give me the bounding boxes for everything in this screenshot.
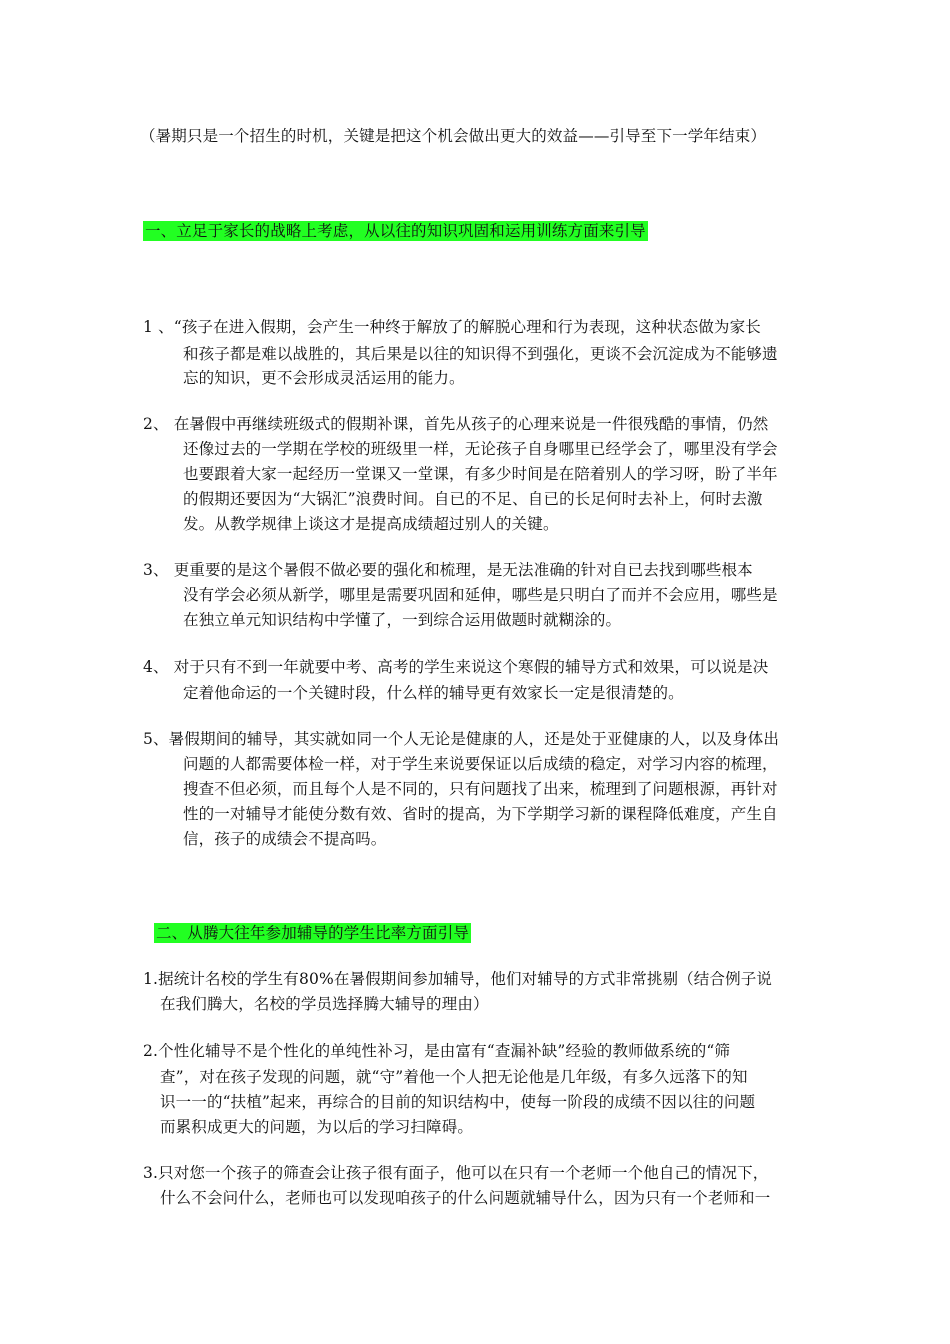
s2-item1-line1: 1.据统计名校的学生有80%在暑假期间参加辅导，他们对辅导的方式非常挑剔（结合例子说 <box>143 970 773 988</box>
s1-item3-line3: 在独立单元知识结构中学懂了，一到综合运用做题时就糊涂的。 <box>183 611 622 629</box>
s1-item5-line4: 性的一对辅导才能使分数有效、省时的提高，为下学期学习新的课程降低难度，产生自 <box>183 805 778 823</box>
section1-heading-text: 一、立足于家长的战略上考虑，从以往的知识巩固和运用训练方面来引导 <box>145 222 646 240</box>
s2-item1-line2: 在我们腾大，名校的学员选择腾大辅导的理由） <box>160 995 489 1013</box>
s1-item2-line5: 发。从教学规律上谈这才是提高成绩超过别人的关键。 <box>183 515 559 533</box>
s1-item1-line2: 和孩子都是难以战胜的，其后果是以往的知识得不到强化，更谈不会沉淀成为不能够遗 <box>183 345 778 363</box>
s2-item2-line2: 查”，对在孩子发现的问题，就“守”着他一个人把无论他是几年级，有多久远落下的知 <box>160 1068 748 1086</box>
s2-item3-line2: 什么不会问什么，老师也可以发现咱孩子的什么问题就辅导什么，因为只有一个老师和一 <box>160 1189 771 1207</box>
s1-item2-line2: 还像过去的一学期在学校的班级里一样，无论孩子自身哪里已经学会了，哪里没有学会 <box>183 440 778 458</box>
s1-item3-line2: 没有学会必须从新学，哪里是需要巩固和延伸，哪些是只明白了而并不会应用，哪些是 <box>183 586 778 604</box>
s2-item3-line1: 3.只对您一个孩子的筛查会让孩子很有面子，他可以在只有一个老师一个他自己的情况下， <box>143 1164 769 1182</box>
section2-heading-text: 二、从腾大往年参加辅导的学生比率方面引导 <box>156 924 470 942</box>
s1-item5-line1: 5、暑假期间的辅导，其实就如同一个人无论是健康的人，还是处于亚健康的人，以及身体出 <box>143 730 780 748</box>
s2-item2-line3: 识一一的“扶植”起来，再综合的目前的知识结构中，使每一阶段的成绩不因以往的问题 <box>160 1093 756 1111</box>
intro-note: （暑期只是一个招生的时机，关键是把这个机会做出更大的效益——引导至下一学年结束） <box>140 127 767 145</box>
s1-item2-line4: 的假期还要因为“大锅汇”浪费时间。自已的不足、自已的长足何时去补上，何时去激 <box>183 490 763 508</box>
s1-item3-line1: 3、 更重要的是这个暑假不做必要的强化和梳理，是无法准确的针对自已去找到哪些根本 <box>143 561 753 579</box>
s1-item4-line2: 定着他命运的一个关键时段，什么样的辅导更有效家长一定是很清楚的。 <box>183 684 684 702</box>
s1-item5-line5: 信，孩子的成绩会不提高吗。 <box>183 830 387 848</box>
s1-item1-line1: 1 、“孩子在进入假期，会产生一种终于解放了的解脱心理和行为表现，这种状态做为家长 <box>143 318 761 336</box>
s1-item5-line3: 搜查不但必须，而且每个人是不同的，只有问题找了出来，梳理到了问题根源，再针对 <box>183 780 778 798</box>
s2-item2-line4: 而累积成更大的问题，为以后的学习扫障碍。 <box>160 1118 474 1136</box>
s1-item5-line2: 问题的人都需要体检一样，对于学生来说要保证以后成绩的稳定，对学习内容的梳理， <box>183 755 778 773</box>
section2-heading <box>154 923 471 943</box>
s1-item4-line1: 4、 对于只有不到一年就要中考、高考的学生来说这个寒假的辅导方式和效果，可以说是决 <box>143 658 769 676</box>
s1-item2-line1: 2、 在暑假中再继续班级式的假期补课，首先从孩子的心理来说是一件很残酷的事情，仍然 <box>143 415 769 433</box>
section1-heading <box>143 221 648 241</box>
s1-item1-line3: 忘的知识，更不会形成灵活运用的能力。 <box>183 369 465 387</box>
s1-item2-line3: 也要跟着大家一起经历一堂课又一堂课，有多少时间是在陪着别人的学习呀，盼了半年 <box>183 465 778 483</box>
s2-item2-line1: 2.个性化辅导不是个性化的单纯性补习，是由富有“查漏补缺”经验的教师做系统的“筛 <box>143 1042 731 1060</box>
